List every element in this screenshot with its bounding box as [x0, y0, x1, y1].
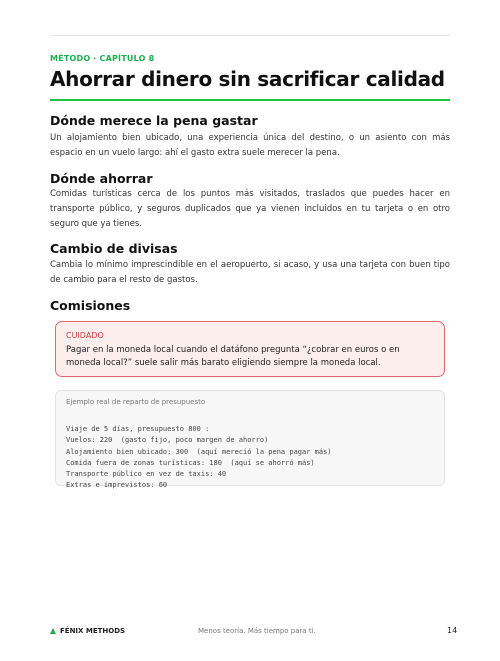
example-line: Transporte público en vez de taxis: 40	[66, 470, 227, 479]
callout-label: CUIDADO	[66, 331, 104, 340]
section-heading-where-to-spend: Dónde merece la pena gastar	[50, 113, 258, 128]
callout-text: Pagar en la moneda local cuando el datáfono pregunta “¿cobrar en euros o en moneda local?” suele salir más barato eligiendo siempre la moneda local.	[66, 345, 400, 368]
footer-tagline: Menos teoría. Más tiempo para ti.	[198, 627, 316, 635]
example-line: Alojamiento bien ubicado: 300 (aquí mereció la pena pagar más)	[66, 447, 332, 456]
page-title: Ahorrar dinero sin sacrificar calidad	[50, 67, 445, 91]
section-body-where-to-spend: Un alojamiento bien ubicado, una experiencia única del destino, o un asiento con más espacio en un vuelo largo: ahí el gasto extra suele merecer la pena.	[50, 133, 450, 158]
budget-example-box	[55, 390, 445, 490]
section-body-where-to-save: Comidas turísticas cerca de los puntos más visitados, traslados que puedes hacer en transporte público, y seguros duplicados que ya vienen incluidos en tu tarjeta o en otro seguro que ya tienes.	[50, 189, 450, 229]
chapter-eyebrow: MÉTODO · CAPÍTULO 8	[50, 54, 155, 63]
example-line: Comida fuera de zonas turísticas: 180 (aquí se ahorró más)	[66, 458, 315, 467]
example-line: Vuelos: 220 (gasto fijo, poco margen de ahorro)	[66, 436, 269, 445]
footer-brand-text: FÉNIX METHODS	[60, 627, 126, 635]
footer-brand	[50, 627, 125, 635]
warning-callout	[55, 321, 445, 377]
section-body-currency: Cambia lo mínimo imprescindible en el aeropuerto, si acaso, y usa una tarjeta con buen tipo de cambio para el resto de gastos.	[50, 260, 450, 285]
section-heading-where-to-save: Dónde ahorrar	[50, 171, 153, 186]
example-lines	[66, 413, 434, 514]
example-line: Viaje de 5 días, presupuesto 800 :	[66, 425, 210, 434]
example-caption: Ejemplo real de reparto de presupuesto	[66, 398, 206, 406]
section-heading-currency: Cambio de divisas	[50, 241, 178, 256]
triangle-logo-icon	[50, 628, 56, 634]
top-divider	[50, 35, 450, 36]
title-underline	[50, 99, 450, 101]
page-number: 14	[447, 626, 458, 635]
section-heading-fees: Comisiones	[50, 298, 131, 313]
example-line: Extras e imprevistos: 60	[66, 481, 168, 490]
